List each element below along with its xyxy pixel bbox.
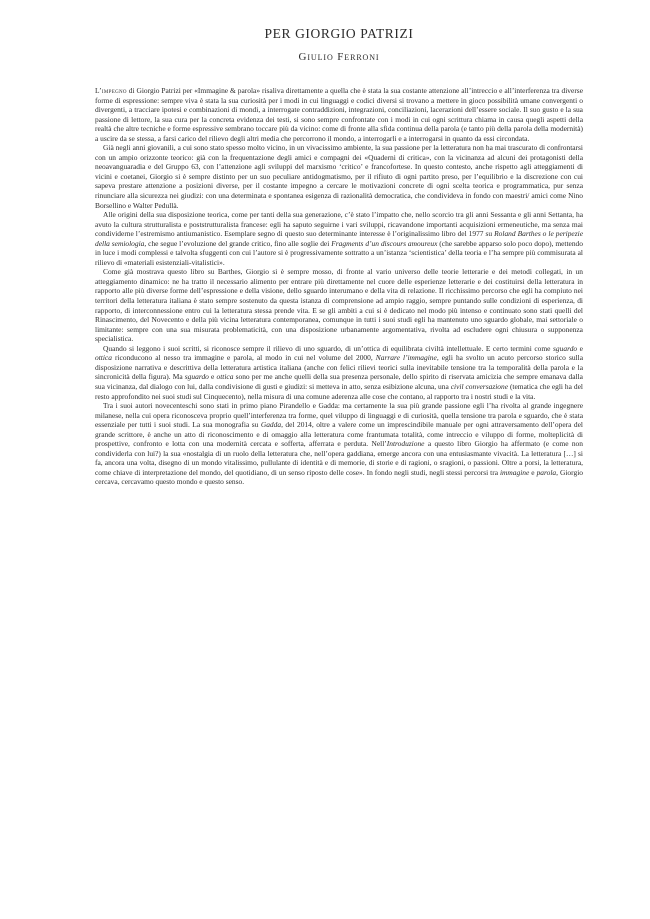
text-run: e (529, 467, 537, 477)
text-run: e (577, 343, 583, 353)
text-run: Alle origini della sua disposizione teorica, come per tanti della sua generazione, c’è stato l’impatto che, nello scorcio tra gli anni Sessanta e gli anni Settanta, ha avuto la cultura strutturalista e poststrutturalista francese: egli ha saputo seguirne i vari sviluppi, ricavandone importanti acquisizioni ermeneutiche, ma senza mai condividerne l’estremismo antiumanistico. Esemplare segno di questo suo determinante interesse è l’originalissimo libro del 1977 su (95, 210, 583, 239)
italic-text: sguardo (553, 343, 578, 353)
paragraph (95, 86, 583, 143)
text-run: , Giorgio cercava, cercavamo questo mondo e questo senso. (95, 467, 583, 487)
italic-text: immagine (499, 467, 530, 477)
italic-text: Introduzione (386, 439, 425, 449)
paragraph (95, 143, 583, 210)
italic-text: Fragments d’un discours amoureux (331, 238, 438, 248)
paragraph (95, 210, 583, 267)
text-run: sono per me anche quelli della sua presenza personale, dello spirito di riservata amicizia che sempre emanava dalla sua vicinanza, dal dialogo con lui, dalla condivisione di gusti e giudizi: si metteva in atto, senza esibizione alcuna, una (95, 372, 583, 391)
italic-text: ottica (216, 372, 234, 382)
text-run: Come già mostrava questo libro su Barthes, Giorgio si è sempre mosso, di fronte al vario universo delle teorie letterarie e dei metodi collegati, in un atteggiamento dinamico: ne ha tratto il necessario alimento per entrare più direttamente nel cuore delle esperienze letterarie e dei costituirsi della letteratura in rapporto alle più diverse forme dell’espressione e della visione, dello sguardo interumano e della vita di relazione. Il ricchissimo percorso che egli ha compiuto nei territori della letteratura italiana è stato sempre sostenuto da questa istanza di comprensione ad ampio raggio, sempre puntando sulle condizioni di esperienza, di rapporto, di interconnessione entro cui la letteratura stessa prende vita. E se gli ambiti a cui si è dedicato nel modo più intenso e continuato sono stati quelli del Rinascimento, del Novecento e della più vicina letteratura contemporanea, comunque in tutti i suoi studi egli ha mantenuto uno sguardo globale, mai settoriale o limitante: sempre con una sua misurata problematicità, con una disposizione urbanamente argomentativa, rivolta ad escludere ogni chiusura o supponenza specialistica. (95, 267, 583, 344)
text-run: , egli ha svolto un acuto percorso storico sulla disposizione narrativa e descrittiva della letteratura artistica italiana (anche con felici rilievi teorici sulla inevitabile tensione tra la temporalità della parola e la sincronicità della figura). Ma (95, 353, 583, 382)
text-run: (che sarebbe apparso solo poco dopo), mettendo in luce i modi complessi e talvolta sfuggenti con cui l’autore si è progressivamente sottratto a un’istanza ‘scientistica’ della teoria e l’ha sempre più commisurata al rilievo di «materiali esistenziali-vitalistici». (95, 238, 583, 267)
paragraph (95, 401, 583, 487)
text-run: Tra i suoi autori novecenteschi sono stati in primo piano Pirandello e Gadda: ma certamente la sua più grande passione egli l’ha rivolta al grande ingegnere milanese, nella cui opera riconosceva proprio quell’interferenza tra forme, quel viluppo di linguaggi e di curiosità, quella tensione tra parola e sguardo, che è stata essenziale per tutti i suoi studi. La sua monografia su (95, 401, 583, 430)
text-run: (tematica che egli ha del resto approfondito nei suoi studi sul Cinquecento), nella misura di una comune aderenza alle cose che contano, al rapporto tra i nostri studi e la vita. (95, 381, 583, 401)
text-run: , che segue l’evoluzione del grande critico, fino alle soglie dei (144, 238, 332, 248)
italic-text: civil conversazione (450, 381, 509, 391)
text-run: Quando si leggono i suoi scritti, si riconosce sempre il rilievo di uno sguardo, di un’ottica di equilibrata civiltà intellettuale. E certo termini come (103, 343, 554, 353)
article-title: PER GIORGIO PATRIZI (264, 26, 414, 41)
text-run: a questo libro Giorgio ha affermato (e come non condividerla con lui?) la sua «nostalgia di un ruolo della letteratura che, nell’opera gaddiana, emerge ancora con una entusiasmante vivacità. La letteratura […] si fa, ancora una volta, disegno di un mondo vitalissimo, pullulante di identità e di memorie, di storie e di ragioni, o sragioni, o passioni. Oltre a porsi, la letteratura, come chiave di interpretazione del mondo, del quotidiano, di un senso riposto delle cose». In fondo negli studi, negli stessi percorsi tra (95, 439, 583, 477)
italic-text: parola (536, 467, 557, 477)
article-body (95, 86, 583, 487)
article (95, 26, 583, 487)
italic-text: Narrare l’immagine (375, 353, 437, 363)
paragraph (95, 344, 583, 401)
article-author: Giulio Ferroni (298, 51, 380, 63)
text-run: di Giorgio Patrizi per «Immagine & parola» risaliva direttamente a quella che è stata la sua costante attenzione all’intreccio e all’interferenza tra diverse forme di espressione: sempre viva è stata la sua curiosità per i modi in cui linguaggi e codici diversi si trovano a mettere in gioco possibilità umane convergenti o divergenti, a tracciare ipotesi e combinazioni di mondi, a interrogate contraddizioni, integrazioni, conciliazioni, lacerazioni dell’essere sociale. Il suo gusto e la sua passione di lettore, la sua cura per la concreta evidenza dei testi, si sono sempre confrontate con i modi in cui ogni scrittura chiama in causa quegli aspetti della realtà che altre tecniche e forme espressive sembrano toccare più da vicino: come di fronte alla sfida continua della parola (e tanto più della parola della modernità) a uscire da se stessa, a farsi carico del rilievo degli altri media che percorrono il mondo, a interrogarli e a interrogarsi in quanto da essi circondata. (95, 86, 583, 143)
text-run: riconducono al nesso tra immagine e parola, al modo in cui nel volume del 2000, (111, 353, 376, 363)
text-run: Già negli anni giovanili, a cui sono stato spesso molto vicino, in un vivacissimo ambiente, la sua passione per la letteratura non ha mai trascurato di confrontarsi con un ampio orizzonte teorico: già con la frequentazione degli amici e compagni dei «Quaderni di critica», con la vicinanza ad alcuni dei protagonisti della neoavanguaradia e del Gruppo 63, con l’attenzione agli sviluppi del marxismo ‘critico’ e francofortese. In questo contesto, anche rispetto agli atteggiamenti di vicini e coetanei, Giorgio si è sempre distinto per un suo peculiare antidogmatismo, per il rifiuto di ogni partito preso, per l’equilibrio e la discrezione con cui sapeva prestare attenzione a posizioni diverse, per il costante impegno a cercare le motivazioni concrete di ogni scelta teorica e programmatica, pur senza rinunciare alla sicurezza nei giudizi: con una determinata e spontanea esigenza di razionalità democratica, che condivideva in fondo con maestri/ amici come Nino Borsellino e Walter Pedullà. (95, 143, 583, 210)
text-run: e (208, 372, 217, 382)
italic-text: sguardo (184, 372, 209, 382)
paragraph-lead-word: L’impegno (95, 86, 127, 95)
italic-text: Roland Barthes o le peripezie della semiologia (95, 229, 583, 248)
text-run: , del 2014, oltre a valere come un imprescindibile manuale per ogni attraversamento dell’opera del grande scrittore, è anche un atto di riconoscimento e di omaggio alla letteratura come frantumata totalità, come intreccio e viluppo di forme, molteplicità di prospettive, confronto e lotta con una modernità cercata e sofferta, afferrata e perduta. Nell’ (95, 420, 583, 449)
paragraph (95, 267, 583, 343)
italic-text: Gadda (260, 420, 282, 430)
italic-text: ottica (95, 353, 112, 363)
